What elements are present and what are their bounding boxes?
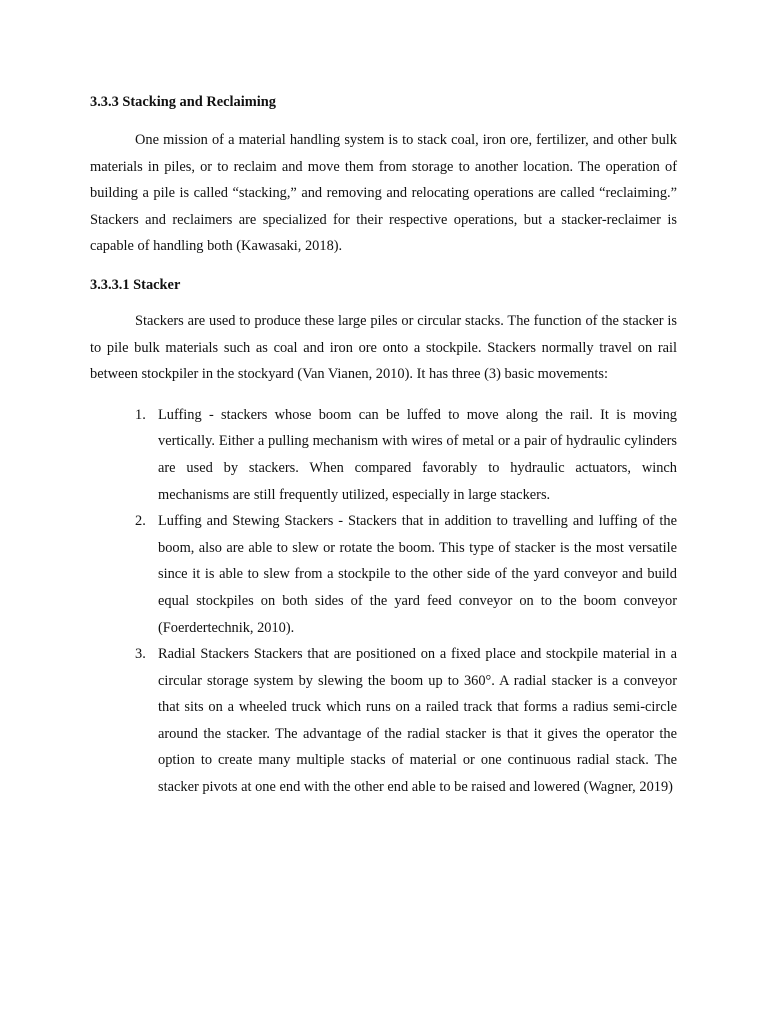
list-item-text: Luffing - stackers whose boom can be luffed to move along the rail. It is moving vertically. Either a pulling mechanism with wires of metal or a pair of hydraulic cylinders are used by stackers. When compared favorably to hydraulic actuators, winch mechanisms are still frequently utilized, especially in large stackers. (158, 406, 677, 503)
subsection-heading: 3.3.3.1 Stacker (90, 276, 181, 293)
subsection-paragraph: Stackers are used to produce these large piles or circular stacks. The function of the stacker is to pile bulk materials such as coal and iron ore onto a stockpile. Stackers normally travel on rail between stockpiler in the stockyard (Van Vianen, 2010). It has three (3) basic movements: (90, 312, 677, 383)
list-item-number: 1. (135, 406, 146, 423)
movements-list (90, 402, 677, 801)
list-item (90, 402, 677, 508)
document-page (90, 92, 677, 801)
list-item (90, 508, 677, 641)
list-item-text: Luffing and Stewing Stackers - Stackers that in addition to travelling and luffing of the boom, also are able to slew or rotate the boom. This type of stacker is the most versatile since it is able to slew from a stockpile to the other side of the yard conveyor and build equal stockpiles on both sides of the yard feed conveyor on to the boom conveyor (Foerdertechnik, 2010). (158, 513, 677, 636)
section-heading: 3.3.3 Stacking and Reclaiming (90, 94, 276, 110)
list-item-number: 2. (135, 513, 146, 530)
section-paragraph: One mission of a material handling system is to stack coal, iron ore, fertilizer, and other bulk materials in piles, or to reclaim and move them from storage to another location. The operation of building a pile is called “stacking,” and removing and relocating operations are called “reclaiming.” Stackers and reclaimers are specialized for their respective operations, but a stacker-reclaimer is capable of handling both (Kawasaki, 2018). (90, 132, 677, 255)
list-item-number: 3. (135, 646, 146, 663)
list-item-text: Radial Stackers Stackers that are positioned on a fixed place and stockpile material in a circular storage system by slewing the boom up to 360°. A radial stacker is a conveyor that sits on a wheeled truck which runs on a railed track that forms a radius semi-circle around the stacker. The advantage of the radial stacker is that it gives the operator the option to create many multiple stacks of material or one continuous radial stack. The stacker pivots at one end with the other end able to be raised and lowered (Wagner, 2019) (158, 646, 677, 796)
list-item (90, 641, 677, 801)
